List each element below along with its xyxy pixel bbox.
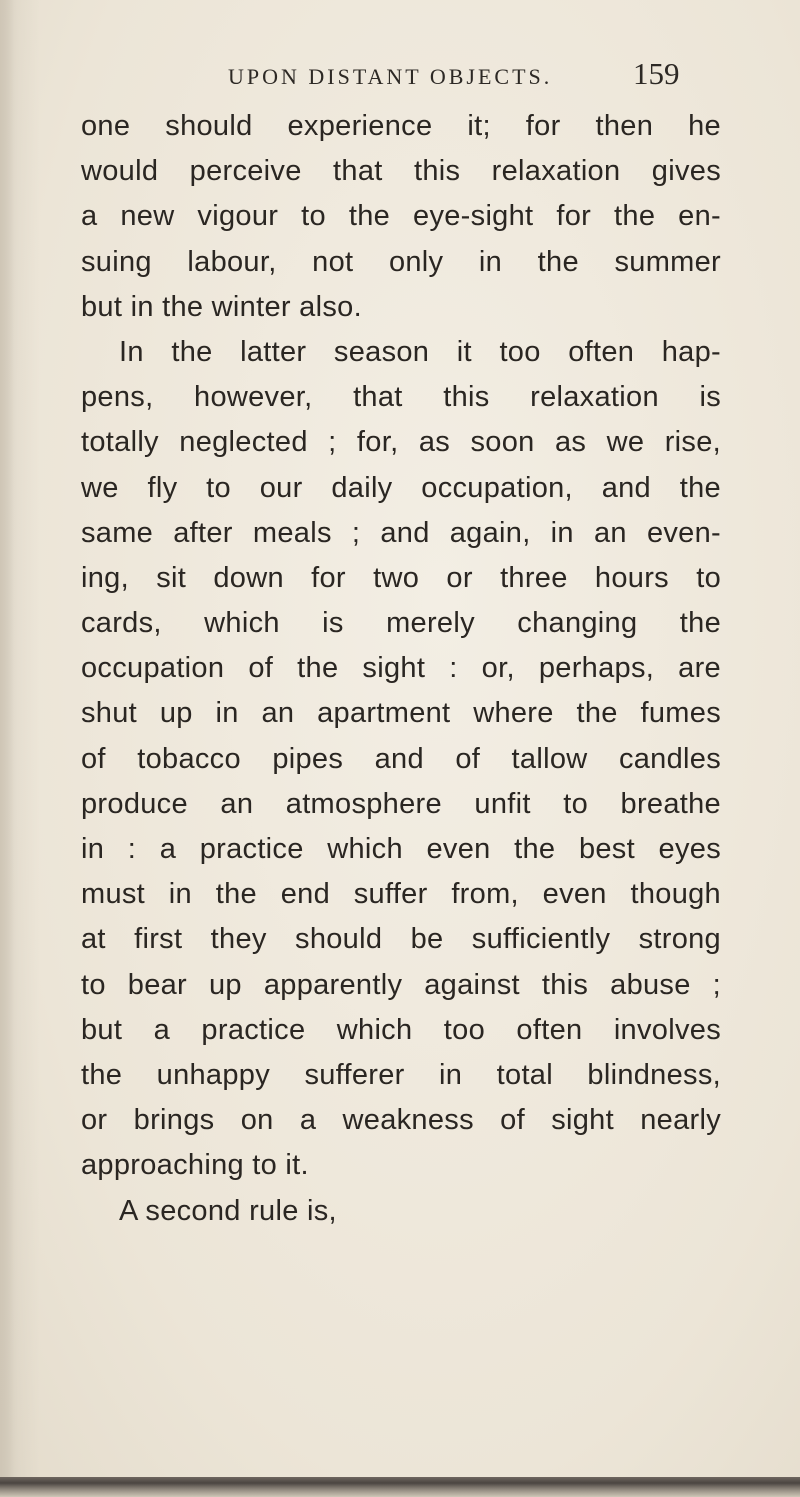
text-line: same after meals ; and again, in an even- — [81, 516, 721, 549]
page-gutter-shadow — [0, 0, 14, 1497]
text-line: ing, sit down for two or three hours to — [81, 561, 721, 594]
text-line: of tobacco pipes and of tallow candles — [81, 742, 721, 775]
text-line: pens, however, that this relaxation is — [81, 381, 721, 414]
text-line: cards, which is merely changing the — [81, 607, 721, 640]
text-line: a new vigour to the eye-sight for the en- — [81, 200, 721, 233]
text-line: or brings on a weakness of sight nearly — [81, 1104, 721, 1137]
text-line: suing labour, not only in the summer — [81, 245, 721, 278]
text-line: produce an atmosphere unfit to breathe — [81, 787, 721, 820]
body-text — [81, 104, 721, 1234]
text-line: occupation of the sight : or, perhaps, are — [81, 652, 721, 685]
page-bottom-edge — [0, 1477, 800, 1497]
text-line: must in the end suffer from, even though — [81, 878, 721, 911]
text-line: totally neglected ; for, as soon as we rise, — [81, 426, 721, 459]
text-line: would perceive that this relaxation gives — [81, 155, 721, 188]
text-line: A second rule is, — [119, 1194, 337, 1227]
text-line: shut up in an apartment where the fumes — [81, 697, 721, 730]
text-line: in : a practice which even the best eyes — [81, 833, 721, 865]
text-line: at first they should be sufficiently strong — [81, 923, 721, 956]
text-line: approaching to it. — [81, 1149, 309, 1182]
text-line: we fly to our daily occupation, and the — [81, 471, 721, 504]
text-line: In the latter season it too often hap- — [119, 335, 721, 368]
text-line: but a practice which too often involves — [81, 1013, 721, 1046]
text-line: the unhappy sufferer in total blindness, — [81, 1058, 721, 1091]
page-number: 159 — [633, 56, 680, 91]
text-line: to bear up apparently against this abuse ; — [81, 968, 721, 1001]
text-line: but in the winter also. — [81, 290, 362, 323]
text-line: one should experience it; for then he — [81, 110, 721, 142]
running-head: UPON DISTANT OBJECTS. — [228, 64, 553, 89]
